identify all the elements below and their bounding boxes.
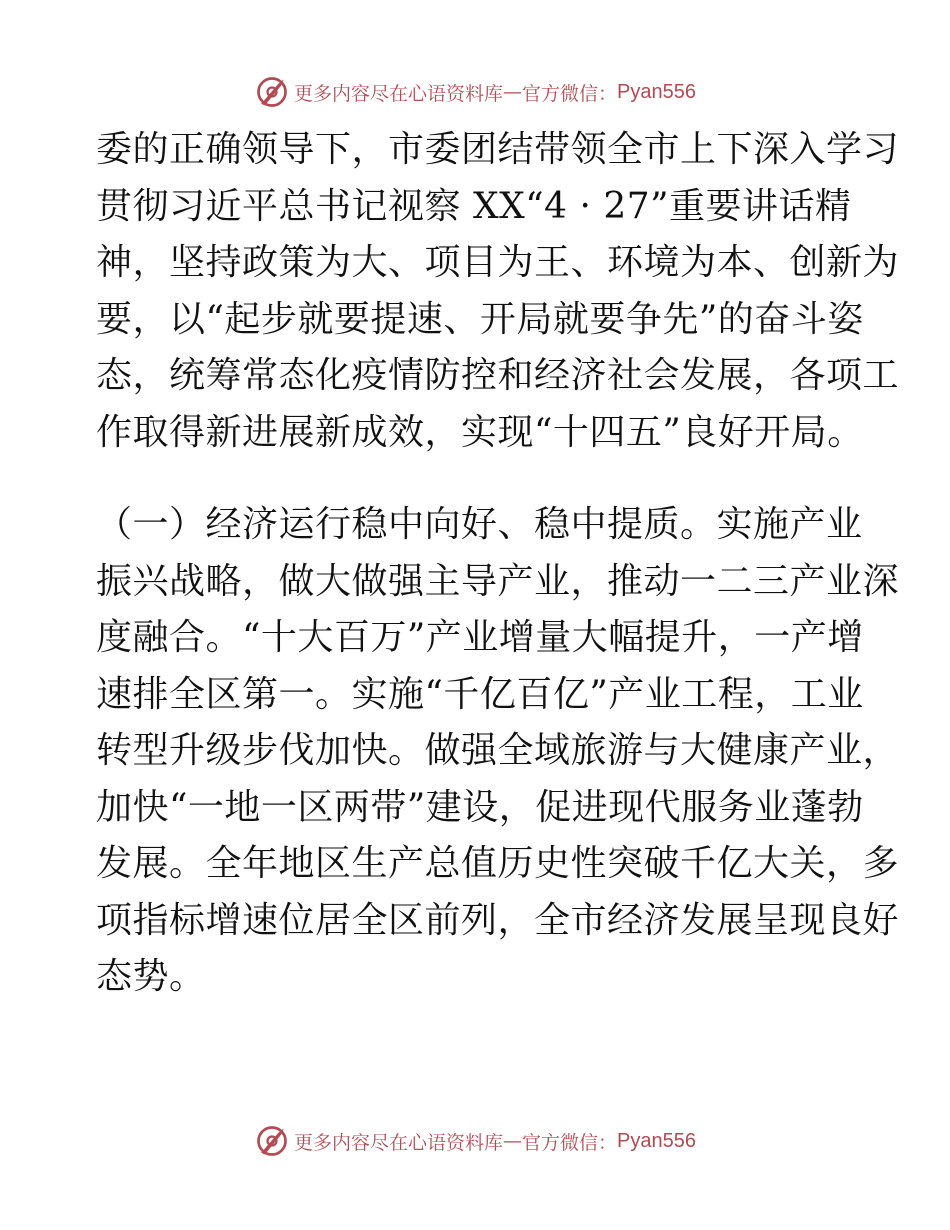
watermark-text: 更多内容尽在心语资料库 — [294, 82, 504, 105]
watermark-wechat-label: 官方微信： — [522, 1131, 618, 1154]
watermark-wechat-label: 官方微信： — [522, 82, 618, 105]
text-line: 振兴战略，做大做强主导产业，推动一二三产业深 — [96, 560, 900, 602]
text-line: （一）经济运行稳中向好、稳中提质。实施产业 — [96, 504, 863, 545]
text-line: 项指标增速位居全区前列，全市经济发展呈现良好 — [96, 899, 900, 941]
watermark-wechat-id: Pyan556 — [617, 80, 696, 103]
watermark-header — [0, 72, 950, 112]
watermark-dash: — — [503, 1130, 523, 1152]
text-line: 神，坚持政策为大、项目为王、环境为本、创新为 — [96, 242, 900, 283]
text-line: 委的正确领导下，市委团结带领全市上下深入学习 — [96, 129, 900, 170]
watermark-dash: — — [503, 81, 523, 103]
pen-logo-icon — [254, 1123, 290, 1159]
watermark-wechat-id: Pyan556 — [617, 1129, 696, 1152]
paragraph-gap — [96, 461, 856, 497]
text-line: 度融合。“十大百万”产业增量大幅提升，一产增 — [96, 617, 864, 658]
text-line: 态，统筹常态化疫情防控和经济社会发展，各项工 — [96, 355, 900, 396]
paragraph-2 — [96, 497, 900, 1006]
paragraph-1 — [96, 122, 900, 461]
document-body — [96, 122, 900, 1006]
text-line: 作取得新进展新成效，实现“十四五”良好开局。 — [96, 411, 864, 453]
text-line: 态势。 — [96, 956, 206, 997]
text-line: 速排全区第一。实施“千亿百亿”产业工程，工业 — [96, 673, 864, 715]
text-line: 转型升级步伐加快。做强全域旅游与大健康产业， — [96, 730, 900, 771]
pen-logo-icon — [254, 74, 290, 110]
text-line: 贯彻习近平总书记视察 XX“4 · 27”重要讲话精 — [96, 185, 852, 227]
watermark-footer — [0, 1121, 950, 1161]
watermark-text: 更多内容尽在心语资料库 — [294, 1131, 504, 1154]
text-line: 要，以“起步就要提速、开局就要争先”的奋斗姿 — [96, 298, 864, 340]
text-line: 发展。全年地区生产总值历史性突破千亿大关，多 — [96, 843, 900, 884]
text-line: 加快“一地一区两带”建设，促进现代服务业蓬勃 — [96, 786, 864, 828]
